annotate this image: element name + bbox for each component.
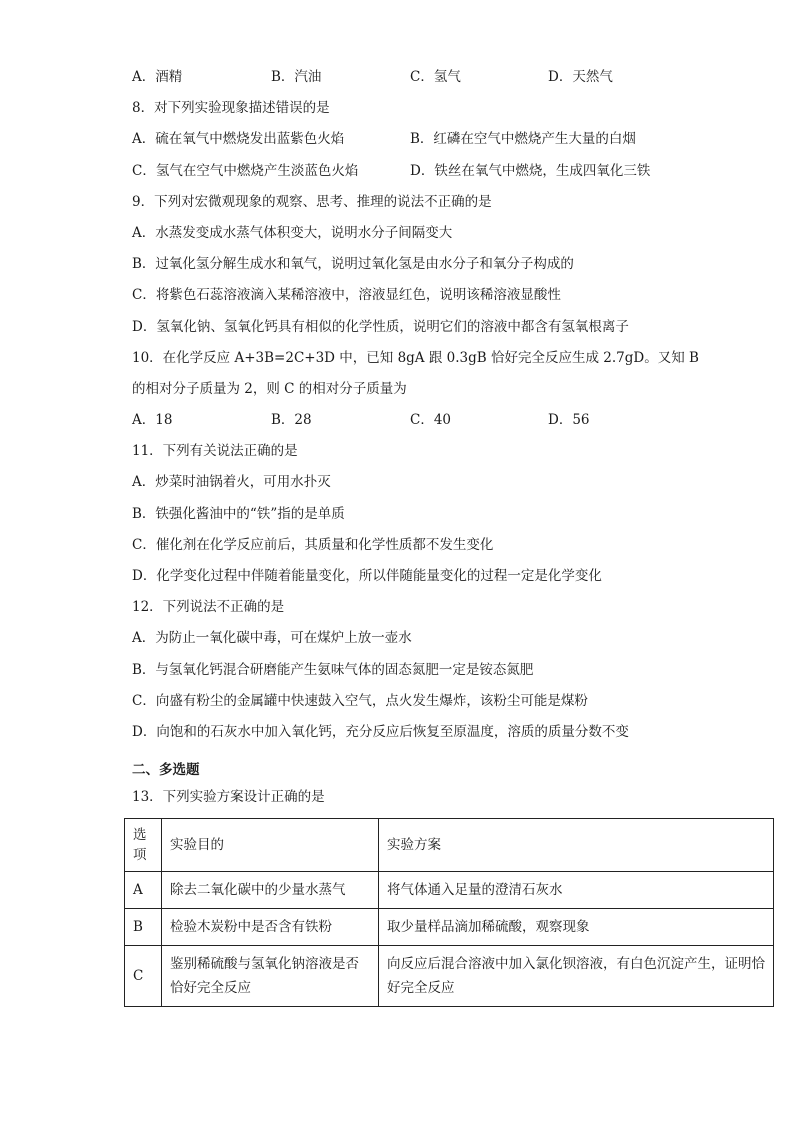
table-row[interactable]: [125, 872, 774, 909]
row-option-cell: A: [125, 872, 162, 909]
q13-table: [124, 818, 774, 1007]
q12-option-c[interactable]: C．向盛有粉尘的金属罐中快速鼓入空气，点火发生爆炸，该粉尘可能是煤粉: [132, 692, 588, 709]
row-option-cell: C: [125, 946, 162, 1007]
table-header-row: [125, 819, 774, 872]
q12-stem: 12．下列说法不正确的是: [132, 599, 285, 616]
q10-option-a[interactable]: A．18: [132, 412, 173, 429]
table-row[interactable]: [125, 909, 774, 946]
q9-stem: 9．下列对宏微观现象的观察、思考、推理的说法不正确的是: [132, 193, 492, 210]
q8-stem: 8．对下列实验现象描述错误的是: [132, 100, 330, 117]
q7-options-row: [132, 62, 782, 93]
row-goal-cell: 检验木炭粉中是否含有铁粉: [162, 909, 379, 946]
q9-option-a[interactable]: A．水蒸发变成水蒸气体积变大，说明水分子间隔变大: [132, 224, 453, 241]
row-plan-cell: 向反应后混合溶液中加入氯化钡溶液，有白色沉淀产生，证明恰好完全反应: [379, 946, 774, 1007]
q9-option-d[interactable]: D．氢氧化钠、氢氧化钙具有相似的化学性质，说明它们的溶液中都含有氢氧根离子: [132, 318, 629, 335]
section-title-multiple-choice: 二、多选题: [132, 762, 200, 779]
q8-option-b[interactable]: B．红磷在空气中燃烧产生大量的白烟: [410, 131, 636, 148]
row-goal-cell: 鉴别稀硫酸与氢氧化钠溶液是否恰好完全反应: [162, 946, 379, 1007]
q13-stem: 13．下列实验方案设计正确的是: [132, 789, 325, 806]
q8-options-row-1: [132, 124, 782, 155]
q10-options-row: [132, 405, 782, 436]
q12-option-b[interactable]: B．与氢氧化钙混合研磨能产生氨味气体的固态氮肥一定是铵态氮肥: [132, 661, 534, 678]
q9-option-c[interactable]: C．将紫色石蕊溶液滴入某稀溶液中，溶液显红色，说明该稀溶液显酸性: [132, 287, 561, 304]
q10-stem-line-1: 10．在化学反应 A+3B=2C+3D 中，已知 8gA 跟 0.3gB 恰好完全反应生成 2.7gD。又知 B: [132, 349, 699, 366]
q10-option-d[interactable]: D．56: [548, 412, 590, 429]
q12-option-a[interactable]: A．为防止一氧化碳中毒，可在煤炉上放一壶水: [132, 630, 412, 647]
q7-option-b[interactable]: B．汽油: [271, 69, 322, 85]
q7-option-c[interactable]: C．氢气: [410, 69, 461, 85]
exam-page: [132, 62, 782, 996]
table-row[interactable]: [125, 946, 774, 1007]
header-option-line-2: 项: [133, 847, 147, 863]
header-goal-cell: 实验目的: [162, 819, 379, 872]
q7-option-a[interactable]: A．酒精: [132, 69, 183, 85]
q8-options-row-2: [132, 156, 782, 187]
q10-stem-line-2: 的相对分子质量为 2，则 C 的相对分子质量为: [132, 380, 407, 397]
q8-option-a[interactable]: A．硫在氧气中燃烧发出蓝紫色火焰: [132, 131, 345, 148]
row-option-cell: B: [125, 909, 162, 946]
q7-option-d[interactable]: D．天然气: [548, 69, 613, 85]
row-goal-cell: 除去二氧化碳中的少量水蒸气: [162, 872, 379, 909]
row-plan-cell: 将气体通入足量的澄清石灰水: [379, 872, 774, 909]
q8-option-d[interactable]: D．铁丝在氧气中燃烧，生成四氧化三铁: [410, 162, 651, 179]
q11-option-b[interactable]: B．铁强化酱油中的“铁”指的是单质: [132, 505, 345, 522]
q8-option-c[interactable]: C．氢气在空气中燃烧产生淡蓝色火焰: [132, 162, 359, 179]
q11-option-a[interactable]: A．炒菜时油锅着火，可用水扑灭: [132, 474, 331, 491]
header-plan-cell: 实验方案: [379, 819, 774, 872]
q11-stem: 11．下列有关说法正确的是: [132, 443, 298, 460]
q10-option-b[interactable]: B．28: [271, 412, 312, 429]
q10-option-c[interactable]: C．40: [410, 412, 452, 429]
q11-option-d[interactable]: D．化学变化过程中伴随着能量变化，所以伴随能量变化的过程一定是化学变化: [132, 568, 602, 584]
q9-option-b[interactable]: B．过氧化氢分解生成水和氧气，说明过氧化氢是由水分子和氧分子构成的: [132, 256, 574, 273]
header-option-cell: [125, 819, 162, 872]
header-option-line-1: 选: [133, 827, 147, 843]
q11-option-c[interactable]: C．催化剂在化学反应前后，其质量和化学性质都不发生变化: [132, 536, 494, 553]
row-plan-cell: 取少量样品滴加稀硫酸，观察现象: [379, 909, 774, 946]
q12-option-d[interactable]: D．向饱和的石灰水中加入氧化钙，充分反应后恢复至原温度，溶质的质量分数不变: [132, 723, 629, 740]
